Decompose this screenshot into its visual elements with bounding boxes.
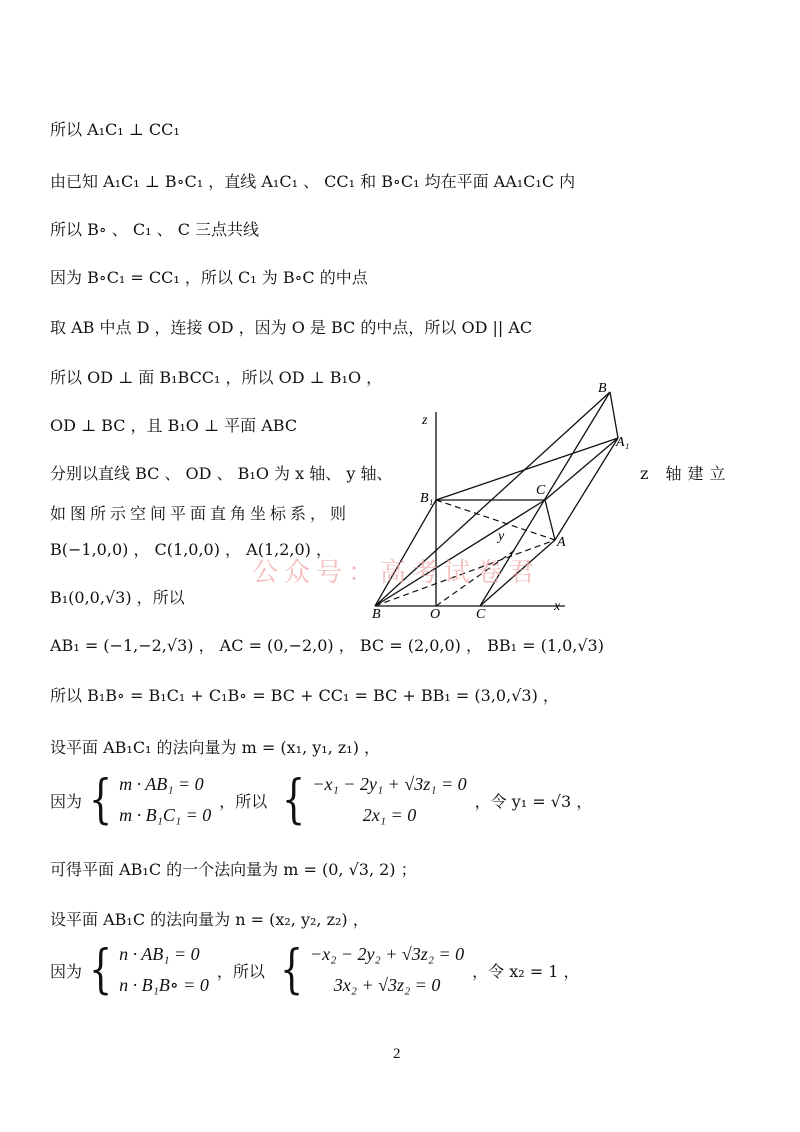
label-y: y (498, 529, 505, 544)
label-x: x (554, 599, 561, 614)
text-line-1: 所以 A₁C₁ ⊥ CC₁ (50, 120, 180, 139)
system2-right-bottom: 3x₂ + √3z₂ = 0 (333, 975, 441, 995)
system2-right-top: −x₂ − 2y₂ + √3z₂ = 0 (309, 944, 465, 964)
text-line-10: B(−1,0,0) ， C(1,0,0) ， A(1,2,0) ， (50, 540, 332, 559)
label-b: B (372, 607, 381, 620)
system1-suffix: ，令 y₁ = √3 ， (474, 791, 593, 811)
system1-left-top: m · AB₁ = 0 (119, 774, 204, 794)
text-line-6: 所以 OD ⊥ 面 B₁BCC₁ ，所以 OD ⊥ B₁O ， (50, 368, 383, 387)
label-bo: B (598, 381, 607, 396)
text-line-9: 如图所示空间平面直角坐标系，则 (50, 504, 351, 523)
label-a: A (557, 535, 566, 550)
label-z: z (422, 413, 428, 428)
edge-c1-a (545, 500, 555, 540)
edge-c1-a1 (545, 438, 618, 500)
text-line-2: 由已知 A₁C₁ ⊥ B∘C₁ ，直线 A₁C₁ 、 CC₁ 和 B∘C₁ 均在平面 AA₁C₁C 内 (50, 172, 576, 191)
text-line-12: AB₁ = (−1,−2,√3) ， AC = (0,−2,0) ， BC = (2,0,0) ， BB₁ = (1,0,√3) (50, 636, 604, 655)
text-line-13: 所以 B₁B∘ = B₁C₁ + C₁B∘ = BC + CC₁ = BC + BB₁ = (3,0,√3) ， (50, 686, 559, 705)
watermark: 公众号：高考试卷君 (252, 558, 541, 588)
page-number: 2 (393, 1046, 401, 1062)
label-a1: A₁ (616, 435, 630, 450)
text-line-17: 设平面 AB₁C 的法向量为 n = (x₂, y₂, z₂) ， (50, 910, 369, 929)
system1-prefix: 因为 (50, 791, 83, 811)
equation-system-1 (50, 770, 593, 830)
text-line-11: B₁(0,0,√3) ，所以 (50, 588, 185, 607)
equation-system-2 (50, 940, 580, 1000)
system1-mid: ，所以 (219, 791, 268, 811)
system2-left-top: n · AB₁ = 0 (119, 944, 200, 964)
edge-bo-a1 (610, 392, 618, 438)
label-c1: C (536, 483, 546, 498)
left-brace: { (88, 940, 113, 1000)
label-b1: B₁ (420, 491, 434, 506)
text-line-4: 因为 B∘C₁ = CC₁ ，所以 C₁ 为 B∘C 的中点 (50, 268, 368, 287)
text-line-8-end: z 轴建立 (640, 464, 732, 483)
system2-suffix: ，令 x₂ = 1 ， (472, 961, 580, 981)
system2-left-bottom: n · B₁B∘ = 0 (119, 975, 209, 995)
system1-left-bottom: m · B₁C₁ = 0 (119, 805, 212, 825)
edge-b1-a1 (436, 438, 618, 500)
text-line-8: 分别以直线 BC 、 OD 、 B₁O 为 x 轴、 y 轴、 (50, 464, 393, 483)
label-o: O (430, 607, 441, 620)
text-line-16: 可得平面 AB₁C 的一个法向量为 m = (0, √3, 2) ； (50, 860, 417, 879)
text-line-5: 取 AB 中点 D ，连接 OD ，因为 O 是 BC 的中点，所以 OD || AC (50, 318, 533, 337)
text-line-14: 设平面 AB₁C₁ 的法向量为 m = (x₁, y₁, z₁) ， (50, 738, 381, 757)
right-brace: { (279, 940, 303, 1000)
left-brace: { (88, 770, 113, 830)
edge-a-a1 (555, 438, 618, 540)
system1-right-top: −x₁ − 2y₁ + √3z₁ = 0 (312, 774, 467, 794)
system1-right-bottom: 2x₁ = 0 (362, 805, 417, 825)
right-brace: { (282, 770, 306, 830)
system2-prefix: 因为 (50, 961, 83, 981)
label-c: C (476, 607, 486, 620)
text-line-3: 所以 B∘ 、 C₁ 、 C 三点共线 (50, 220, 260, 239)
text-line-7: OD ⊥ BC ，且 B₁O ⊥ 平面 ABC (50, 416, 298, 435)
system2-mid: ，所以 (216, 961, 265, 981)
